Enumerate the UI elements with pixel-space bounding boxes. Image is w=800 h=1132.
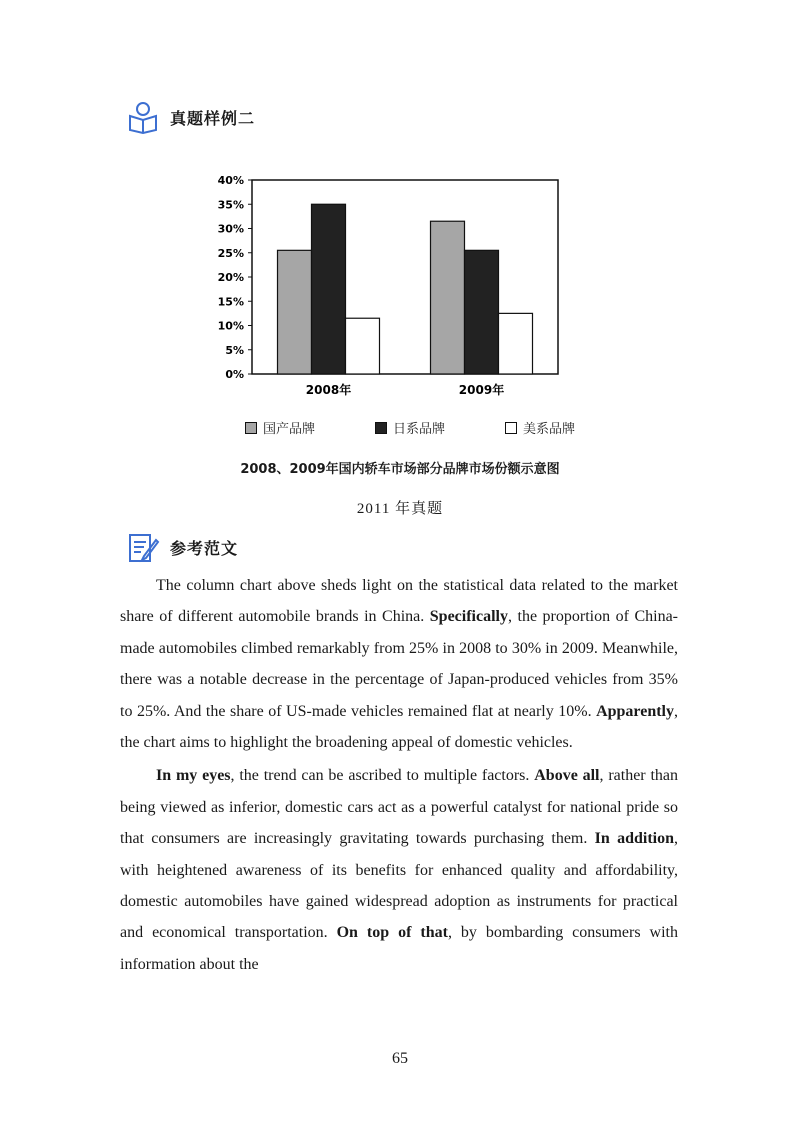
y-tick-label: 25% (217, 246, 244, 260)
section-title: 参考范文 (170, 538, 239, 558)
reader-icon (126, 100, 160, 134)
essay-body (120, 570, 678, 980)
essay-keyword: Above all (534, 767, 600, 785)
section-header-exam-sample (126, 100, 255, 134)
legend-label-domestic: 国产品牌 (263, 422, 316, 437)
legend-item-domestic (245, 418, 315, 437)
legend-label-japanese: 日系品牌 (392, 422, 445, 437)
essay-keyword: In my eyes (156, 767, 231, 785)
legend-swatch-domestic (245, 422, 257, 434)
chart-legend (245, 418, 575, 437)
essay-text: , with heightened awareness of its benefits for enhanced quality and affordability, domestic automobiles have gained widespread adoption as instruments for practical and economical transportation. (120, 830, 679, 942)
legend-swatch-japanese (375, 422, 387, 434)
legend-item-japanese (375, 418, 445, 437)
bar-2-1 (499, 313, 533, 374)
y-tick-label: 35% (217, 198, 244, 212)
page-number: 65 (392, 1050, 408, 1067)
essay-paragraph-1 (120, 570, 678, 758)
bar-1-1 (465, 250, 499, 374)
essay-keyword: On top of that (336, 924, 448, 942)
bar-2-0 (346, 318, 380, 374)
legend-item-american (505, 418, 575, 437)
section-title: 真题样例二 (170, 108, 256, 128)
essay-text: , the proportion of China-made automobiles climbed remarkably from 25% in 2008 to 30% in 2009. Meanwhile, there was a notable decrease in the percentage of Japan-produced vehicles from 35% to 25%. And the share of US-made vehicles remained flat at nearly 10%. (120, 608, 678, 720)
essay-text: , the trend can be ascribed to multiple factors. (230, 767, 535, 785)
y-tick-label: 5% (225, 343, 244, 357)
y-tick-label: 30% (217, 222, 244, 236)
x-category-label: 2009年 (458, 383, 505, 397)
essay-text: , by bombarding consumers with information about the (120, 924, 678, 973)
essay-text: The column chart above sheds light on the statistical data related to the market share of different automobile brands in China. (120, 577, 678, 626)
y-tick-label: 0% (225, 368, 244, 381)
essay-text: , the chart aims to highlight the broadening appeal of domestic vehicles. (120, 702, 678, 752)
bar-1-0 (312, 204, 346, 374)
legend-label-american: 美系品牌 (522, 422, 575, 437)
legend-swatch-american (505, 422, 517, 434)
chart-title: 2008、2009年国内轿车市场部分品牌市场份额示意图 (240, 462, 560, 477)
chart-source: 2011 年真题 (356, 501, 444, 517)
y-tick-label: 15% (217, 295, 244, 309)
essay-keyword: Specifically (429, 608, 508, 626)
essay-paragraph-2 (120, 760, 678, 980)
y-tick-label: 20% (217, 271, 244, 284)
notepad-pen-icon (126, 530, 160, 564)
y-tick-label: 10% (217, 319, 244, 333)
market-share-bar-chart (200, 168, 600, 408)
section-header-model-essay (126, 530, 238, 564)
x-category-label: 2008年 (305, 383, 352, 397)
bar-0-0 (278, 250, 312, 374)
essay-text: , rather than being viewed as inferior, domestic cars act as a powerful catalyst for national pride so that consumers are increasingly gravitating towards purchasing them. (120, 767, 678, 848)
essay-keyword: Apparently (596, 702, 674, 720)
y-tick-label: 40% (217, 174, 244, 187)
bar-0-1 (431, 221, 465, 374)
essay-keyword: In addition (594, 830, 675, 848)
